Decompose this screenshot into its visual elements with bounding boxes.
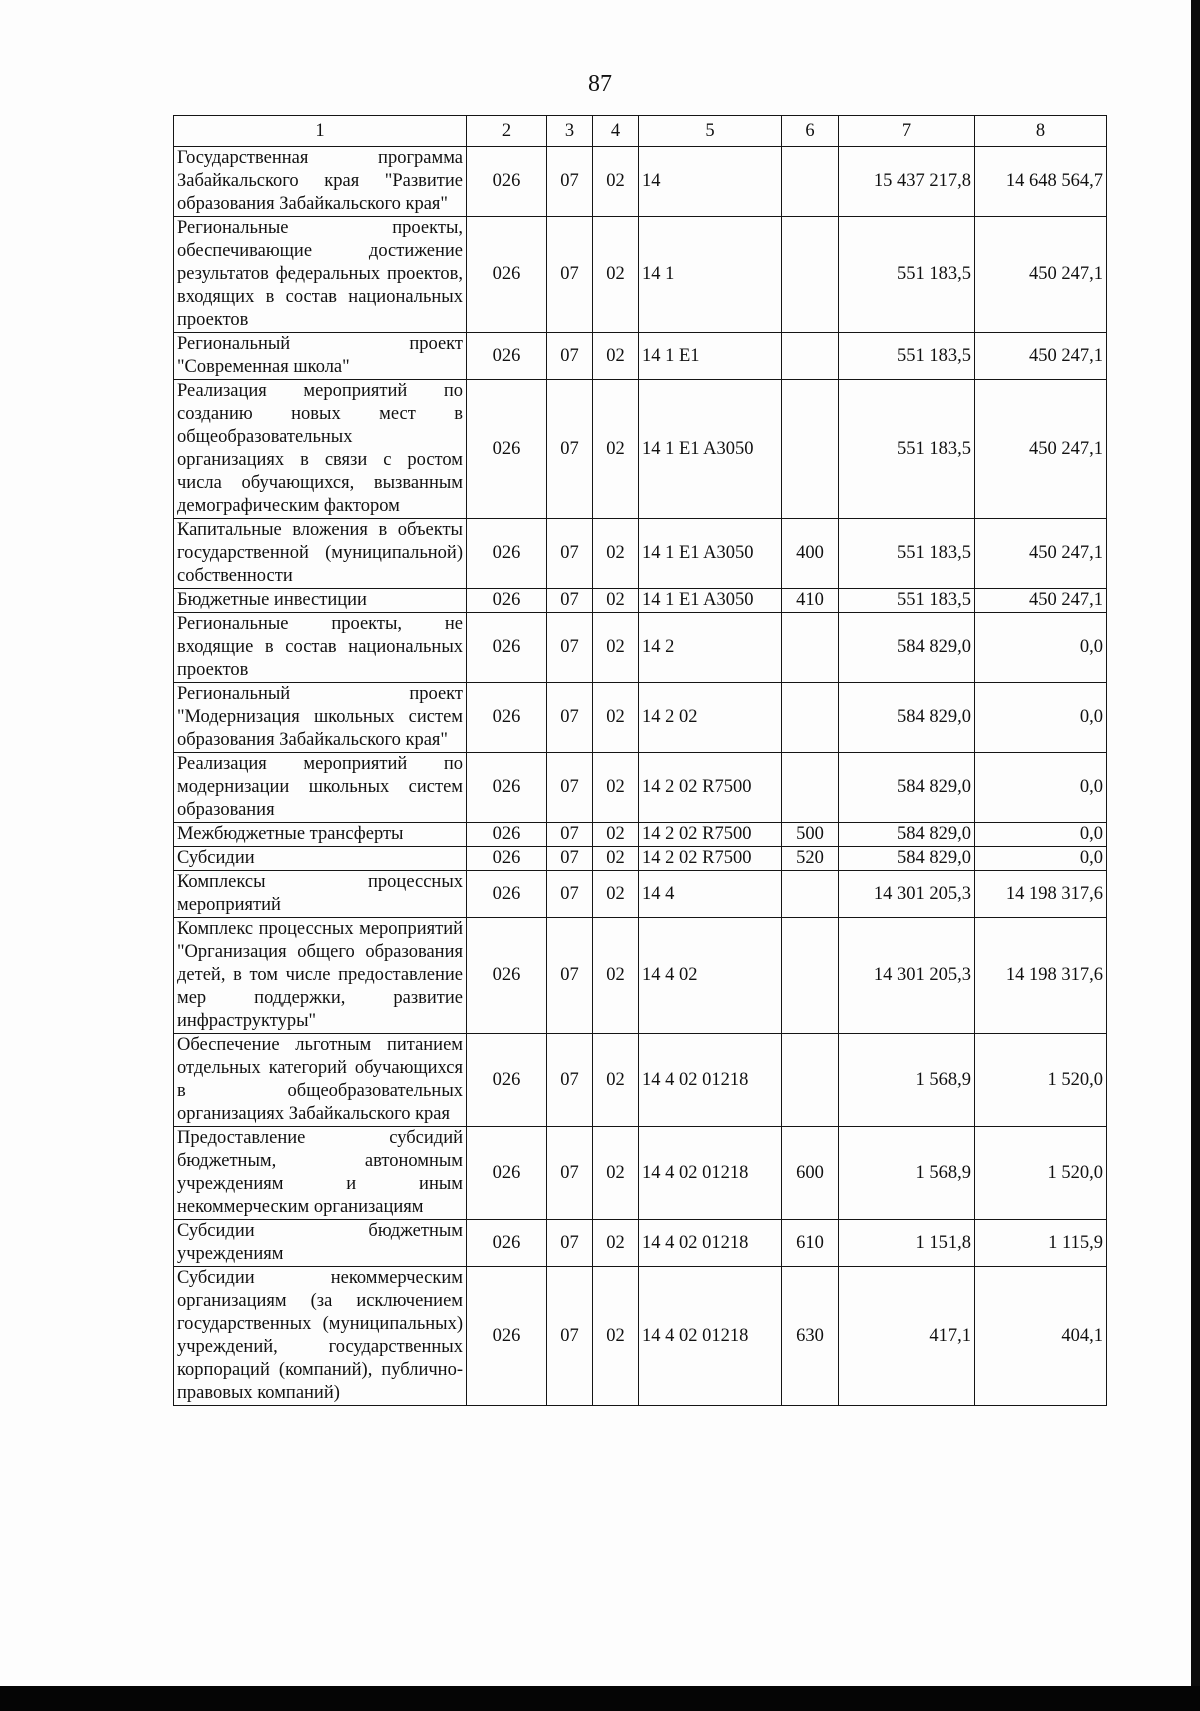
- row-name-cell: Капитальные вложения в объекты государственной (муниципальной) собственности: [174, 519, 467, 589]
- grbs-code-cell: 026: [467, 333, 547, 380]
- table-header-row: [174, 116, 1107, 147]
- table-body: [174, 147, 1107, 1406]
- target-article-cell: 14 2: [639, 613, 782, 683]
- subsection-code-cell: 02: [593, 847, 639, 871]
- subsection-code-cell: 02: [593, 683, 639, 753]
- subsection-code-cell: 02: [593, 1220, 639, 1267]
- subsection-code-cell: 02: [593, 589, 639, 613]
- target-article-cell: 14 1 E1 A3050: [639, 589, 782, 613]
- grbs-code-cell: 026: [467, 753, 547, 823]
- target-article-cell: 14 2 02 R7500: [639, 847, 782, 871]
- header-cell: 1: [174, 116, 467, 147]
- budget-table: [173, 115, 1107, 1406]
- table-row: [174, 147, 1107, 217]
- expense-type-cell: 400: [782, 519, 839, 589]
- target-article-cell: 14 1 E1 A3050: [639, 519, 782, 589]
- expense-type-cell: 630: [782, 1267, 839, 1406]
- subsection-code-cell: 02: [593, 613, 639, 683]
- grbs-code-cell: 026: [467, 1220, 547, 1267]
- scan-edge-right: [1191, 0, 1200, 1711]
- amount-year2-cell: 14 198 317,6: [975, 918, 1107, 1034]
- amount-year1-cell: 1 568,9: [839, 1127, 975, 1220]
- grbs-code-cell: 026: [467, 589, 547, 613]
- amount-year2-cell: 0,0: [975, 613, 1107, 683]
- header-cell: 2: [467, 116, 547, 147]
- grbs-code-cell: 026: [467, 918, 547, 1034]
- expense-type-cell: [782, 918, 839, 1034]
- subsection-code-cell: 02: [593, 217, 639, 333]
- row-name-cell: Комплексы процессных мероприятий: [174, 871, 467, 918]
- row-name-cell: Обеспечение льготным питанием отдельных категорий обучающихся в общеобразовательных организациях Забайкальского края: [174, 1034, 467, 1127]
- expense-type-cell: [782, 147, 839, 217]
- expense-type-cell: [782, 333, 839, 380]
- subsection-code-cell: 02: [593, 333, 639, 380]
- amount-year2-cell: 0,0: [975, 823, 1107, 847]
- amount-year2-cell: 0,0: [975, 753, 1107, 823]
- expense-type-cell: [782, 380, 839, 519]
- subsection-code-cell: 02: [593, 1127, 639, 1220]
- amount-year1-cell: 551 183,5: [839, 380, 975, 519]
- table-row: [174, 871, 1107, 918]
- row-name-cell: Предоставление субсидий бюджетным, автономным учреждениям и иным некоммерческим организациям: [174, 1127, 467, 1220]
- header-cell: 4: [593, 116, 639, 147]
- table-row: [174, 918, 1107, 1034]
- amount-year2-cell: 1 520,0: [975, 1034, 1107, 1127]
- section-code-cell: 07: [547, 683, 593, 753]
- expense-type-cell: 500: [782, 823, 839, 847]
- grbs-code-cell: 026: [467, 1267, 547, 1406]
- table-row: [174, 683, 1107, 753]
- table-row: [174, 217, 1107, 333]
- section-code-cell: 07: [547, 333, 593, 380]
- amount-year1-cell: 14 301 205,3: [839, 871, 975, 918]
- expense-type-cell: [782, 753, 839, 823]
- row-name-cell: Региональные проекты, не входящие в состав национальных проектов: [174, 613, 467, 683]
- amount-year1-cell: 1 568,9: [839, 1034, 975, 1127]
- expense-type-cell: [782, 1034, 839, 1127]
- section-code-cell: 07: [547, 589, 593, 613]
- row-name-cell: Государственная программа Забайкальского края "Развитие образования Забайкальского края": [174, 147, 467, 217]
- amount-year2-cell: 450 247,1: [975, 589, 1107, 613]
- row-name-cell: Комплекс процессных мероприятий "Организация общего образования детей, в том числе предоставление мер поддержки, развитие инфраструктуры": [174, 918, 467, 1034]
- amount-year1-cell: 551 183,5: [839, 519, 975, 589]
- section-code-cell: 07: [547, 147, 593, 217]
- header-cell: 7: [839, 116, 975, 147]
- subsection-code-cell: 02: [593, 1267, 639, 1406]
- target-article-cell: 14 4 02 01218: [639, 1127, 782, 1220]
- grbs-code-cell: 026: [467, 519, 547, 589]
- row-name-cell: Региональные проекты, обеспечивающие достижение результатов федеральных проектов, входящих в состав национальных проектов: [174, 217, 467, 333]
- table-row: [174, 333, 1107, 380]
- grbs-code-cell: 026: [467, 823, 547, 847]
- section-code-cell: 07: [547, 1127, 593, 1220]
- expense-type-cell: 600: [782, 1127, 839, 1220]
- expense-type-cell: 520: [782, 847, 839, 871]
- expense-type-cell: 410: [782, 589, 839, 613]
- grbs-code-cell: 026: [467, 147, 547, 217]
- target-article-cell: 14: [639, 147, 782, 217]
- amount-year1-cell: 584 829,0: [839, 613, 975, 683]
- amount-year1-cell: 1 151,8: [839, 1220, 975, 1267]
- amount-year2-cell: 404,1: [975, 1267, 1107, 1406]
- amount-year2-cell: 0,0: [975, 683, 1107, 753]
- subsection-code-cell: 02: [593, 918, 639, 1034]
- amount-year2-cell: 450 247,1: [975, 519, 1107, 589]
- target-article-cell: 14 2 02: [639, 683, 782, 753]
- target-article-cell: 14 1 E1: [639, 333, 782, 380]
- subsection-code-cell: 02: [593, 1034, 639, 1127]
- table-row: [174, 1267, 1107, 1406]
- amount-year1-cell: 551 183,5: [839, 333, 975, 380]
- expense-type-cell: [782, 217, 839, 333]
- amount-year1-cell: 417,1: [839, 1267, 975, 1406]
- header-cell: 5: [639, 116, 782, 147]
- amount-year1-cell: 551 183,5: [839, 589, 975, 613]
- grbs-code-cell: 026: [467, 1034, 547, 1127]
- grbs-code-cell: 026: [467, 217, 547, 333]
- target-article-cell: 14 4: [639, 871, 782, 918]
- subsection-code-cell: 02: [593, 519, 639, 589]
- section-code-cell: 07: [547, 217, 593, 333]
- row-name-cell: Субсидии бюджетным учреждениям: [174, 1220, 467, 1267]
- subsection-code-cell: 02: [593, 871, 639, 918]
- section-code-cell: 07: [547, 1267, 593, 1406]
- target-article-cell: 14 1 E1 A3050: [639, 380, 782, 519]
- amount-year1-cell: 584 829,0: [839, 683, 975, 753]
- section-code-cell: 07: [547, 823, 593, 847]
- amount-year2-cell: 0,0: [975, 847, 1107, 871]
- target-article-cell: 14 4 02: [639, 918, 782, 1034]
- amount-year1-cell: 15 437 217,8: [839, 147, 975, 217]
- scan-edge-bottom: [0, 1686, 1200, 1711]
- header-cell: 6: [782, 116, 839, 147]
- amount-year2-cell: 450 247,1: [975, 333, 1107, 380]
- grbs-code-cell: 026: [467, 380, 547, 519]
- section-code-cell: 07: [547, 918, 593, 1034]
- grbs-code-cell: 026: [467, 613, 547, 683]
- table-row: [174, 823, 1107, 847]
- section-code-cell: 07: [547, 1220, 593, 1267]
- subsection-code-cell: 02: [593, 147, 639, 217]
- row-name-cell: Бюджетные инвестиции: [174, 589, 467, 613]
- row-name-cell: Субсидии: [174, 847, 467, 871]
- row-name-cell: Реализация мероприятий по созданию новых мест в общеобразовательных организациях в связи с ростом числа обучающихся, вызванным демографическим фактором: [174, 380, 467, 519]
- amount-year2-cell: 14 198 317,6: [975, 871, 1107, 918]
- amount-year2-cell: 450 247,1: [975, 380, 1107, 519]
- target-article-cell: 14 4 02 01218: [639, 1220, 782, 1267]
- row-name-cell: Региональный проект "Модернизация школьных систем образования Забайкальского края": [174, 683, 467, 753]
- grbs-code-cell: 026: [467, 683, 547, 753]
- table-row: [174, 589, 1107, 613]
- section-code-cell: 07: [547, 519, 593, 589]
- section-code-cell: 07: [547, 1034, 593, 1127]
- section-code-cell: 07: [547, 613, 593, 683]
- header-cell: 3: [547, 116, 593, 147]
- section-code-cell: 07: [547, 380, 593, 519]
- subsection-code-cell: 02: [593, 753, 639, 823]
- amount-year1-cell: 584 829,0: [839, 847, 975, 871]
- section-code-cell: 07: [547, 871, 593, 918]
- expense-type-cell: [782, 613, 839, 683]
- row-name-cell: Реализация мероприятий по модернизации школьных систем образования: [174, 753, 467, 823]
- target-article-cell: 14 4 02 01218: [639, 1034, 782, 1127]
- grbs-code-cell: 026: [467, 847, 547, 871]
- amount-year2-cell: 1 115,9: [975, 1220, 1107, 1267]
- table-row: [174, 380, 1107, 519]
- table-row: [174, 1127, 1107, 1220]
- amount-year2-cell: 1 520,0: [975, 1127, 1107, 1220]
- section-code-cell: 07: [547, 847, 593, 871]
- table-row: [174, 847, 1107, 871]
- amount-year2-cell: 450 247,1: [975, 217, 1107, 333]
- grbs-code-cell: 026: [467, 871, 547, 918]
- table-row: [174, 753, 1107, 823]
- target-article-cell: 14 2 02 R7500: [639, 753, 782, 823]
- subsection-code-cell: 02: [593, 823, 639, 847]
- table-row: [174, 1220, 1107, 1267]
- expense-type-cell: 610: [782, 1220, 839, 1267]
- amount-year1-cell: 584 829,0: [839, 753, 975, 823]
- row-name-cell: Субсидии некоммерческим организациям (за исключением государственных (муниципальных) учреждений, государственных корпораций (компаний), публично-правовых компаний): [174, 1267, 467, 1406]
- table-row: [174, 519, 1107, 589]
- table-row: [174, 1034, 1107, 1127]
- section-code-cell: 07: [547, 753, 593, 823]
- expense-type-cell: [782, 871, 839, 918]
- amount-year1-cell: 14 301 205,3: [839, 918, 975, 1034]
- page-number: 87: [588, 71, 612, 97]
- row-name-cell: Региональный проект "Современная школа": [174, 333, 467, 380]
- row-name-cell: Межбюджетные трансферты: [174, 823, 467, 847]
- amount-year2-cell: 14 648 564,7: [975, 147, 1107, 217]
- table-row: [174, 613, 1107, 683]
- amount-year1-cell: 584 829,0: [839, 823, 975, 847]
- target-article-cell: 14 4 02 01218: [639, 1267, 782, 1406]
- subsection-code-cell: 02: [593, 380, 639, 519]
- target-article-cell: 14 1: [639, 217, 782, 333]
- amount-year1-cell: 551 183,5: [839, 217, 975, 333]
- expense-type-cell: [782, 683, 839, 753]
- target-article-cell: 14 2 02 R7500: [639, 823, 782, 847]
- grbs-code-cell: 026: [467, 1127, 547, 1220]
- header-cell: 8: [975, 116, 1107, 147]
